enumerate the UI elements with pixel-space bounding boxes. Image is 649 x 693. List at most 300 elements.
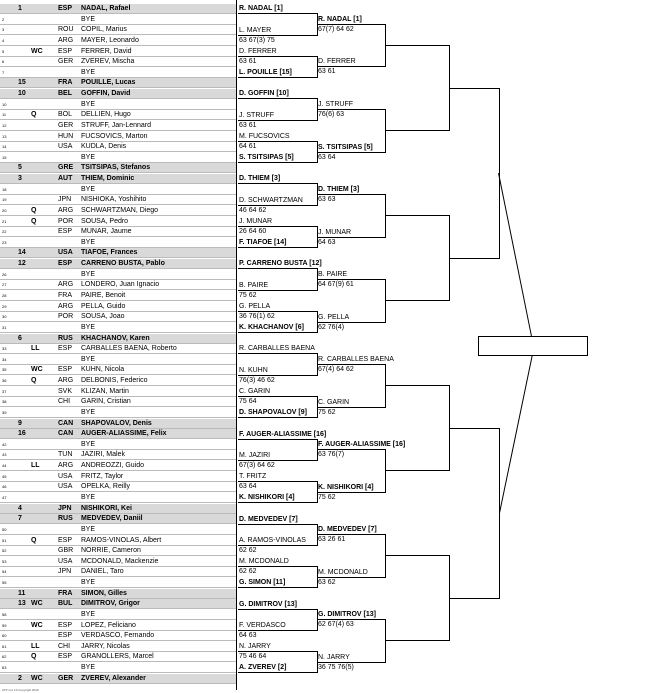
country-code: FRA xyxy=(58,79,73,87)
draw-position: 60 xyxy=(2,633,7,639)
entry-status: Q xyxy=(31,377,37,385)
round2-line xyxy=(238,56,317,57)
round3-line xyxy=(317,619,385,620)
round3-score: 62 67(4) 63 xyxy=(318,621,354,629)
qf-line xyxy=(385,385,449,386)
draw-row xyxy=(0,461,236,470)
round3-score: 64 63 xyxy=(318,238,336,246)
country-code: CHI xyxy=(58,642,71,650)
draw-position: 42 xyxy=(2,441,7,447)
entry-status: WC xyxy=(31,621,43,629)
draw-position: 18 xyxy=(2,186,7,192)
draw-position: 52 xyxy=(2,548,7,554)
player-name: DIMITROV, Grigor xyxy=(81,600,140,608)
player-name: POUILLE, Lucas xyxy=(81,79,136,87)
draw-row xyxy=(0,472,236,481)
round2-winner: J. STRUFF xyxy=(239,111,274,119)
player-name: KHACHANOV, Karen xyxy=(81,334,150,342)
player-name: NISHIOKA, Yoshihito xyxy=(81,196,147,204)
player-name: MCDONALD, Mackenzie xyxy=(81,557,159,565)
draw-row xyxy=(0,514,236,523)
draw-row xyxy=(0,482,236,491)
qf-line xyxy=(385,215,449,216)
round2-line xyxy=(238,651,317,652)
player-name: BYE xyxy=(81,355,96,363)
draw-row xyxy=(0,631,236,640)
player-name: BYE xyxy=(81,408,96,416)
sf-line xyxy=(449,428,499,429)
player-name: CARRENO BUSTA, Pablo xyxy=(81,260,165,268)
draw-row xyxy=(0,397,236,406)
draw-row xyxy=(0,652,236,661)
player-name: FERRER, David xyxy=(81,47,132,55)
round2-line xyxy=(238,566,317,567)
entry-status: WC xyxy=(31,674,43,682)
draw-position: 39 xyxy=(2,409,7,415)
round2-score: 63 61 xyxy=(239,121,257,129)
country-code: POR xyxy=(58,313,74,321)
round3-winner: K. NISHIKORI [4] xyxy=(318,483,374,491)
round3-score: 63 76(7) xyxy=(318,451,345,459)
draw-position: 3 xyxy=(2,27,5,33)
round3-score: 36 75 76(5) xyxy=(318,663,354,671)
player-name: FUCSOVICS, Marton xyxy=(81,132,148,140)
seed-number: 13 xyxy=(18,600,26,608)
entry-status: LL xyxy=(31,462,40,470)
draw-position: 23 xyxy=(2,239,7,245)
round2-winner: D. MEDVEDEV [7] xyxy=(239,515,298,523)
round3-score: 76(6) 63 xyxy=(318,110,345,118)
round3-line xyxy=(317,24,385,25)
draw-row xyxy=(0,259,236,268)
player-name: ANDREOZZI, Guido xyxy=(81,462,145,470)
player-name: COPIL, Marius xyxy=(81,26,127,34)
round2-line xyxy=(238,35,317,36)
round2-score: 26 64 60 xyxy=(239,227,267,235)
round3-line xyxy=(317,662,385,663)
country-code: ROU xyxy=(58,26,74,34)
country-code: ESP xyxy=(58,260,73,268)
draw-row xyxy=(0,525,236,534)
round2-line xyxy=(238,630,317,631)
draw-row xyxy=(0,238,236,247)
round3-line xyxy=(317,577,385,578)
final-line xyxy=(498,173,532,336)
draw-position: 5 xyxy=(2,48,5,54)
draw-row xyxy=(0,663,236,672)
round2-line xyxy=(238,502,317,503)
draw-row xyxy=(0,504,236,513)
round2-winner: L. MAYER xyxy=(239,26,272,34)
draw-row xyxy=(0,408,236,417)
draw-row xyxy=(0,47,236,56)
round2-winner: N. KUHN xyxy=(239,366,268,374)
final-line xyxy=(499,354,533,513)
round2-line xyxy=(238,183,317,184)
round2-winner: A. ZVEREV [2] xyxy=(239,664,287,672)
draw-row xyxy=(0,227,236,236)
country-code: ARG xyxy=(58,302,74,310)
round2-winner: M. JAZIRI xyxy=(239,451,271,459)
round3-line xyxy=(317,152,385,153)
draw-row xyxy=(0,57,236,66)
draw-row xyxy=(0,419,236,428)
draw-position: 36 xyxy=(2,378,7,384)
draw-position: 13 xyxy=(2,133,7,139)
draw-row xyxy=(0,270,236,279)
draw-row xyxy=(0,25,236,34)
entry-status: LL xyxy=(31,642,40,650)
draw-position: 12 xyxy=(2,122,7,128)
seed-number: 16 xyxy=(18,430,26,438)
qf-line xyxy=(385,300,449,301)
round2-winner: K. NISHIKORI [4] xyxy=(239,494,295,502)
qf-line xyxy=(385,555,449,556)
seed-number: 9 xyxy=(18,419,22,427)
draw-row xyxy=(0,440,236,449)
draw-position: 30 xyxy=(2,314,7,320)
round2-winner: B. PAIRE xyxy=(239,281,269,289)
round2-score: 75 46 64 xyxy=(239,653,267,661)
round2-score: 63 64 xyxy=(239,483,257,491)
player-name: LONDERO, Juan Ignacio xyxy=(81,281,160,289)
country-code: CAN xyxy=(58,419,74,427)
round2-winner: R. CARBALLES BAENA xyxy=(239,345,315,353)
round2-score: 63 61 xyxy=(239,57,257,65)
round3-line xyxy=(317,492,385,493)
draw-position: 34 xyxy=(2,356,7,362)
country-code: ESP xyxy=(58,5,73,12)
round1-divider xyxy=(236,0,237,690)
round3-line xyxy=(317,237,385,238)
seed-number: 4 xyxy=(18,504,22,512)
round3-line xyxy=(317,194,385,195)
round2-line xyxy=(238,375,317,376)
round2-line xyxy=(238,460,317,461)
country-code: RUS xyxy=(58,334,73,342)
draw-row xyxy=(0,36,236,45)
seed-number: 15 xyxy=(18,79,26,87)
round3-line xyxy=(317,109,385,110)
round3-line xyxy=(317,322,385,323)
country-code: TUN xyxy=(58,451,73,459)
country-code: GER xyxy=(58,58,74,66)
draw-position: 54 xyxy=(2,569,7,575)
country-code: ARG xyxy=(58,36,74,44)
round3-winner: D. FERRER xyxy=(318,58,356,66)
player-name: BYE xyxy=(81,664,96,672)
round3-winner: C. GARIN xyxy=(318,398,350,406)
round3-winner: R. CARBALLES BAENA xyxy=(318,356,394,364)
entry-status: Q xyxy=(31,653,37,661)
player-name: KLIZAN, Martin xyxy=(81,387,129,395)
country-code: USA xyxy=(58,472,73,480)
round2-line xyxy=(238,332,317,333)
player-name: BYE xyxy=(81,323,96,331)
draw-row xyxy=(0,674,236,683)
player-name: JAZIRI, Malek xyxy=(81,451,125,459)
round2-line xyxy=(238,290,317,291)
draw-position: 28 xyxy=(2,293,7,298)
draw-row xyxy=(0,195,236,204)
round2-line xyxy=(238,226,317,227)
round2-winner: D. SHAPOVALOV [9] xyxy=(239,409,307,417)
draw-position: 59 xyxy=(2,622,7,628)
draw-row xyxy=(0,450,236,459)
round2-score: 46 64 62 xyxy=(239,206,267,214)
seed-number: 2 xyxy=(18,674,22,682)
draw-row xyxy=(0,536,236,545)
draw-row xyxy=(0,557,236,566)
draw-position: 26 xyxy=(2,271,7,277)
player-name: ZVEREV, Alexander xyxy=(81,674,146,682)
qf-line xyxy=(385,470,449,471)
draw-row xyxy=(0,185,236,194)
player-name: NORRIE, Cameron xyxy=(81,547,141,555)
round2-line xyxy=(238,98,317,99)
draw-position: 2 xyxy=(2,16,5,22)
country-code: ARG xyxy=(58,377,74,385)
seed-number: 10 xyxy=(18,90,26,98)
final-connector xyxy=(499,428,500,599)
draw-position: 45 xyxy=(2,473,7,479)
round2-line xyxy=(238,77,317,78)
country-code: ESP xyxy=(58,632,73,640)
round3-score: 62 76(4) xyxy=(318,323,345,331)
round2-winner: M. FUCSOVICS xyxy=(239,132,290,140)
round2-winner: L. POUILLE [15] xyxy=(239,69,292,77)
draw-row xyxy=(0,323,236,332)
round3-score: 63 62 xyxy=(318,578,336,586)
player-name: VERDASCO, Fernando xyxy=(81,632,155,640)
entry-status: Q xyxy=(31,536,37,544)
round2-winner: G. DIMITROV [13] xyxy=(239,600,297,608)
country-code: ARG xyxy=(58,281,74,289)
round2-winner: S. TSITSIPAS [5] xyxy=(239,154,294,162)
country-code: SVK xyxy=(58,387,73,395)
player-name: BYE xyxy=(81,610,96,618)
round2-winner: D. FERRER xyxy=(239,47,277,55)
player-name: SIMON, Gilles xyxy=(81,589,127,597)
round3-winner: M. MCDONALD xyxy=(318,568,368,576)
country-code: ARG xyxy=(58,462,74,470)
round3-line xyxy=(317,534,385,535)
round3-score: 67(7) 64 62 xyxy=(318,25,354,33)
draw-row xyxy=(0,4,236,13)
round2-winner: F. VERDASCO xyxy=(239,621,286,629)
entry-status: Q xyxy=(31,217,37,225)
draw-position: 4 xyxy=(2,37,5,43)
draw-row xyxy=(0,589,236,598)
round2-line xyxy=(238,609,317,610)
round2-line xyxy=(238,672,317,673)
round3-winner: R. NADAL [1] xyxy=(318,15,362,23)
round2-score: 67(3) 64 62 xyxy=(239,461,275,469)
draw-position: 7 xyxy=(2,69,5,75)
round3-score: 64 67(9) 61 xyxy=(318,281,354,289)
player-name: BYE xyxy=(81,185,96,193)
player-name: MEDVEDEV, Daniil xyxy=(81,515,143,523)
draw-row xyxy=(0,376,236,385)
player-name: DELBONIS, Federico xyxy=(81,377,148,385)
country-code: USA xyxy=(58,143,73,151)
round3-line xyxy=(317,407,385,408)
country-code: GER xyxy=(58,674,74,682)
draw-position: 6 xyxy=(2,59,5,65)
player-name: GOFFIN, David xyxy=(81,90,131,98)
sf-line xyxy=(449,88,499,89)
round2-line xyxy=(238,545,317,546)
country-code: JPN xyxy=(58,504,72,512)
country-code: BUL xyxy=(58,600,73,608)
round3-winner: B. PAIRE xyxy=(318,271,348,279)
round2-line xyxy=(238,141,317,142)
draw-position: 50 xyxy=(2,526,7,532)
country-code: POR xyxy=(58,217,74,225)
round2-score: 64 63 xyxy=(239,631,257,639)
draw-position: 22 xyxy=(2,229,7,235)
round3-line xyxy=(317,364,385,365)
entry-status: WC xyxy=(31,47,43,55)
round3-line xyxy=(317,279,385,280)
player-name: BYE xyxy=(81,15,96,23)
country-code: ESP xyxy=(58,47,73,55)
round2-line xyxy=(238,439,317,440)
draw-row xyxy=(0,132,236,141)
draw-position: 47 xyxy=(2,494,7,500)
round3-winner: J. STRUFF xyxy=(318,100,353,108)
player-name: BYE xyxy=(81,525,96,533)
winner-box xyxy=(478,336,588,356)
draw-row xyxy=(0,78,236,87)
round2-winner: P. CARRENO BUSTA [12] xyxy=(239,260,322,268)
player-name: GARIN, Cristian xyxy=(81,398,131,406)
country-code: CAN xyxy=(58,430,74,438)
qf-line xyxy=(385,45,449,46)
round2-winner: D. GOFFIN [10] xyxy=(239,90,289,98)
country-code: FRA xyxy=(58,589,73,597)
round2-score: 36 76(1) 62 xyxy=(239,312,275,320)
draw-row xyxy=(0,174,236,183)
player-name: BYE xyxy=(81,238,96,246)
seed-number: 1 xyxy=(18,5,22,12)
player-name: FRITZ, Taylor xyxy=(81,472,124,480)
round3-winner: S. TSITSIPAS [5] xyxy=(318,143,373,151)
draw-row xyxy=(0,110,236,119)
draw-row xyxy=(0,153,236,162)
round2-score: 75 62 xyxy=(239,291,257,299)
draw-row xyxy=(0,610,236,619)
round2-score: 64 61 xyxy=(239,142,257,150)
country-code: BOL xyxy=(58,111,73,119)
sf-line xyxy=(449,598,499,599)
seed-number: 11 xyxy=(18,589,26,597)
draw-row xyxy=(0,121,236,130)
draw-position: 51 xyxy=(2,537,7,543)
round2-line xyxy=(238,205,317,206)
round3-winner: F. AUGER-ALIASSIME [16] xyxy=(318,441,406,449)
draw-row xyxy=(0,217,236,226)
draw-row xyxy=(0,163,236,172)
round2-line xyxy=(238,247,317,248)
round2-score: 75 64 xyxy=(239,397,257,405)
round2-winner: R. NADAL [1] xyxy=(239,5,283,13)
country-code: BEL xyxy=(58,90,72,98)
draw-position: 63 xyxy=(2,665,7,671)
country-code: CHI xyxy=(58,398,71,406)
row-divider xyxy=(0,683,236,684)
draw-position: 31 xyxy=(2,324,7,330)
round2-winner: J. MUNAR xyxy=(239,217,273,225)
draw-row xyxy=(0,302,236,311)
country-code: GBR xyxy=(58,547,74,555)
seed-number: 14 xyxy=(18,249,26,257)
player-name: OPELKA, Reilly xyxy=(81,483,131,491)
country-code: HUN xyxy=(58,132,74,140)
player-name: SCHWARTZMAN, Diego xyxy=(81,206,159,214)
round2-score: 62 62 xyxy=(239,546,257,554)
country-code: ARG xyxy=(58,206,74,214)
round3-score: 63 63 xyxy=(318,196,336,204)
draw-position: 55 xyxy=(2,580,7,586)
draw-row xyxy=(0,365,236,374)
round3-score: 75 62 xyxy=(318,408,336,416)
round2-winner: T. FRITZ xyxy=(239,473,267,481)
seed-number: 6 xyxy=(18,334,22,342)
player-name: PAIRE, Benoit xyxy=(81,292,126,299)
round2-winner: N. JARRY xyxy=(239,643,271,651)
round2-score: 62 62 xyxy=(239,568,257,576)
draw-row xyxy=(0,344,236,353)
draw-row xyxy=(0,248,236,257)
round2-score: 63 67(3) 75 xyxy=(239,36,275,44)
player-name: DANIEL, Taro xyxy=(81,568,124,576)
round3-score: 63 64 xyxy=(318,153,336,161)
footer: ATP nov 10 Copyright 2019 xyxy=(2,688,39,692)
draw-row xyxy=(0,291,236,300)
round2-winner: D. THIEM [3] xyxy=(239,175,281,183)
player-name: LOPEZ, Feliciano xyxy=(81,621,136,629)
round3-winner: J. MUNAR xyxy=(318,228,352,236)
country-code: ESP xyxy=(58,536,73,544)
player-name: BYE xyxy=(81,270,96,278)
draw-position: 27 xyxy=(2,282,7,288)
round3-score: 63 26 61 xyxy=(318,536,346,544)
player-name: JARRY, Nicolas xyxy=(81,642,130,650)
player-name: SOUSA, Pedro xyxy=(81,217,129,225)
seed-number: 5 xyxy=(18,164,22,172)
round2-winner: M. MCDONALD xyxy=(239,558,289,566)
draw-row xyxy=(0,493,236,502)
draw-row xyxy=(0,100,236,109)
seed-number: 12 xyxy=(18,260,26,268)
draw-position: 38 xyxy=(2,399,7,405)
player-name: KUDLA, Denis xyxy=(81,143,127,151)
round3-score: 75 62 xyxy=(318,493,336,501)
round2-winner: F. TIAFOE [14] xyxy=(239,239,287,247)
country-code: GER xyxy=(58,121,74,129)
draw-row xyxy=(0,206,236,215)
country-code: ESP xyxy=(58,621,73,629)
draw-row xyxy=(0,142,236,151)
round2-winner: F. AUGER-ALIASSIME [16] xyxy=(239,430,327,438)
player-name: AUGER-ALIASSIME, Felix xyxy=(81,430,167,438)
entry-status: Q xyxy=(31,206,37,214)
round3-winner: G. PELLA xyxy=(318,313,350,321)
round3-score: 67(4) 64 62 xyxy=(318,366,354,374)
country-code: USA xyxy=(58,557,73,565)
country-code: USA xyxy=(58,483,73,491)
